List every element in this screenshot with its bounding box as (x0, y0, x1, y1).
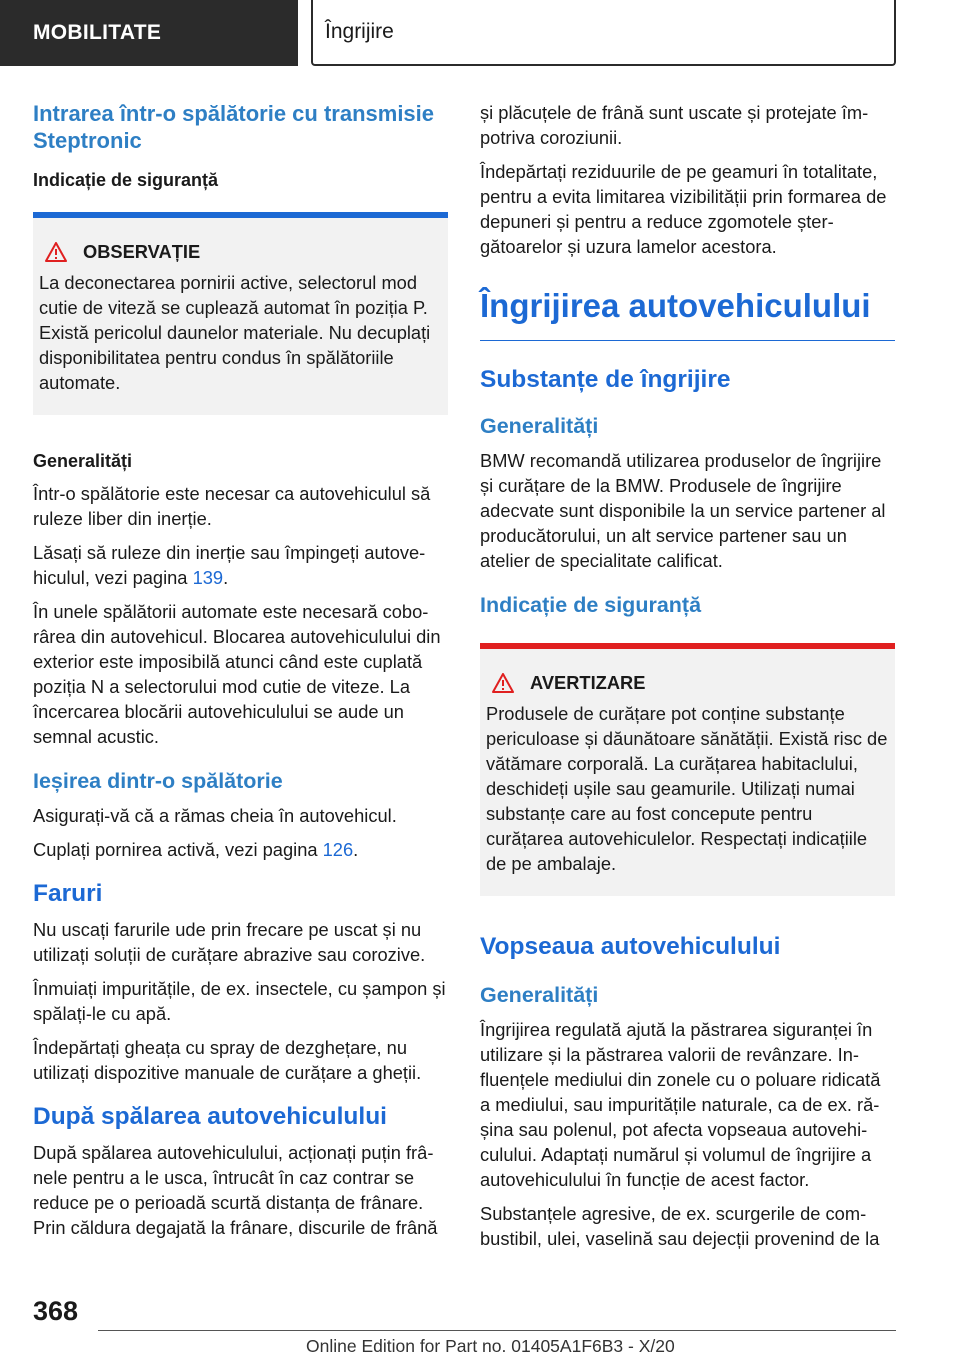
heading-paint: Vopseaua autovehiculului (480, 933, 781, 960)
footer-divider (98, 1330, 896, 1331)
paragraph: Substanțele agresive, de ex. scurgerile de combustibil, ulei, vaselină sau dejecții provenind de la (480, 1203, 880, 1249)
section-label: MOBILITATE (33, 21, 162, 44)
section-tab (0, 0, 298, 66)
footer-edition: Online Edition for Part no. 01405A1F6B3 - X/20 (306, 1336, 675, 1356)
left-column (33, 100, 448, 1249)
paragraph: Îngrijirea regulată ajută la păstrarea siguranței în utilizare și la păstrarea valorii de revânzare. Influențele mediului din zonele cu o poluare ridicată a mediului, sau impuritățile naturale, ca de ex. rășina sau polenul, pot afecta vopseaua autovehiculului. Adaptați numărul și volumul de îngrijire a autovehiculului în funcție de acest factor. (480, 1019, 881, 1190)
heading-general-2: Generalități (480, 983, 599, 1007)
chapter-title: Îngrijirea autovehiculului (480, 286, 895, 341)
heading-safety-right: Indicație de siguranță (480, 593, 702, 617)
page-link-139[interactable]: 139 (192, 567, 224, 588)
paragraph: Îndepărtați reziduurile de pe geamuri în totalitate, pentru a evita limitarea vizibilității prin formarea de depuneri și pentru a reduce zgomotele ștergătoarelor și uzura lamelor acestora. (480, 161, 887, 257)
paragraph: Îndepărtați gheața cu spray de dezghețare, nu utilizați dispozitive manuale de curățare a gheții. (33, 1037, 422, 1083)
heading-steptronic: Intrarea într-o spălătorie cu transmisie Steptronic (33, 101, 435, 153)
note-title-text: OBSERVAȚIE (83, 241, 201, 262)
paragraph: Nu uscați farurile ude prin frecare pe uscat și nu utilizați soluții de curățare abrazive sau corozive. (33, 919, 426, 965)
heading-faruri: Faruri (33, 880, 103, 907)
paragraph: BMW recomandă utilizarea produselor de îngrijire și curățare de la BMW. Produsele de îngrijire adecvate sunt disponibile la un service partener al producătorului, un alt service partener sau un atelier de specialitate calificat. (480, 450, 886, 571)
warning-triangle-icon (45, 242, 67, 262)
paragraph: Într-o spălătorie este necesar ca autovehiculul să ruleze liber din inerție. (33, 483, 431, 529)
note-title (39, 240, 442, 264)
right-column (480, 100, 895, 1260)
heading-safety-left: Indicație de siguranță (33, 170, 219, 190)
paragraph: Asigurați-vă că a rămas cheia în autovehicul. (33, 805, 397, 826)
warning-triangle-icon (492, 673, 514, 693)
chapter-tab (311, 0, 896, 66)
heading-substances: Substanțe de îngrijire (480, 366, 731, 393)
page-header (0, 0, 960, 66)
heading-general-left: Generalități (33, 451, 133, 471)
paragraph: Înmuiați impuritățile, de ex. insectele, cu șampon și spălați-le cu apă. (33, 978, 446, 1024)
warning-title-text: AVERTIZARE (530, 672, 646, 693)
paragraph: În unele spălătorii automate este necesară coborârea din autovehicul. Blocarea autovehiculului din exterior este imposibilă atunci când este cuplată poziția N a selectorului mod cutie de viteze. La încercarea blocării autovehiculului se aude un semnal acustic. (33, 601, 441, 747)
heading-exit: Ieșirea dintr-o spălătorie (33, 769, 283, 793)
warning-title (486, 671, 889, 695)
warning-text: Produsele de curățare pot conține substanțe periculoase și dăunătoare sănătății. Există risc de vătămare corporală. La curățarea habitaclului, deschideți ușile sau geamurile. Utilizați numai substanțe care au fost concepute pentru curățarea autovehiculelor. Respectați indicațiile de pe ambalaje. (486, 703, 888, 874)
paragraph: și plăcuțele de frână sunt uscate și protejate împotriva coroziunii. (480, 102, 869, 148)
chapter-label: Îngrijire (325, 20, 394, 43)
heading-after-wash: După spălarea autovehiculului (33, 1103, 387, 1130)
note-text: La deconectarea pornirii active, selectorul mod cutie de viteză se cuplează automat în poziția P. Există pericolul daunelor materiale. Nu decuplați disponibilitatea pentru condus în spălătoriile automate. (39, 272, 431, 393)
page-link-126[interactable]: 126 (322, 839, 354, 860)
page-number: 368 (33, 1296, 79, 1326)
note-box (33, 212, 448, 415)
warning-box (480, 643, 895, 896)
paragraph-with-link: Cuplați pornirea activă, vezi pagina 126. (33, 839, 359, 860)
heading-general-1: Generalități (480, 414, 599, 438)
paragraph: După spălarea autovehiculului, acționați puțin frânele pentru a le usca, întrucât în caz contrar se reduce pe o perioadă scurtă distanța de frânare. Prin căldura degajată la frânare, discurile de frână (33, 1142, 438, 1238)
paragraph-with-link: Lăsați să ruleze din inerție sau împingeți autovehiculul, vezi pagina 139. (33, 542, 426, 588)
